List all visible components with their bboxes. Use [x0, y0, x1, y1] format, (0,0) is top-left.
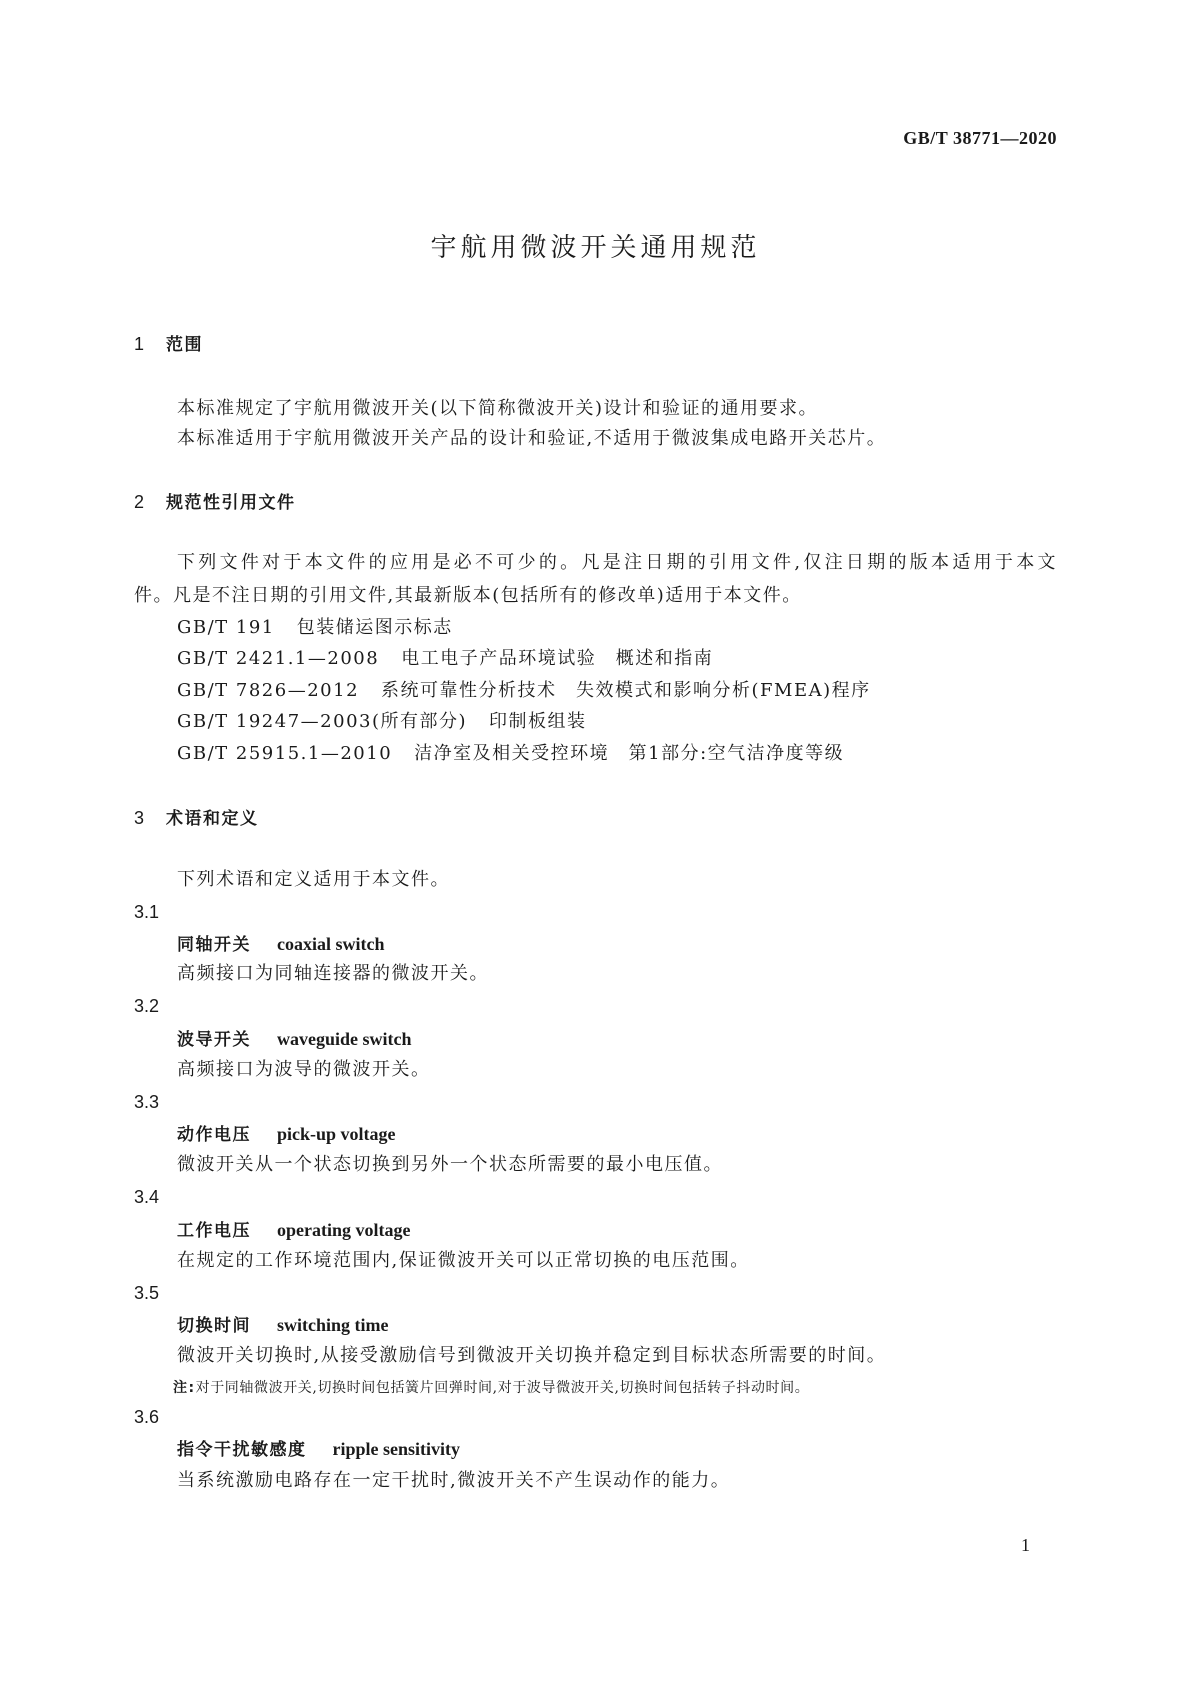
term-definition: 当系统激励电路存在一定干扰时,微波开关不产生误动作的能力。: [177, 1470, 731, 1491]
paragraph: 本标准适用于宇航用微波开关产品的设计和验证,不适用于微波集成电路开关芯片。: [177, 428, 887, 449]
page-number: 1: [1021, 1535, 1032, 1555]
term-definition: 微波开关从一个状态切换到另外一个状态所需要的最小电压值。: [177, 1154, 723, 1175]
term-number: 3.2: [134, 996, 160, 1016]
term-zh: 指令干扰敏感度: [177, 1440, 307, 1460]
reference-title: 系统可靠性分析技术 失效模式和影响分析(FMEA)程序: [381, 680, 871, 701]
term-zh: 波导开关: [177, 1030, 251, 1050]
section-title: 规范性引用文件: [166, 493, 296, 513]
reference-title: 洁净室及相关受控环境 第1部分:空气洁净度等级: [414, 743, 845, 764]
reference-code: GB/T 25915.1—2010: [177, 743, 393, 764]
term-en: coaxial switch: [277, 934, 385, 954]
term-en: waveguide switch: [277, 1029, 412, 1049]
reference-item: [177, 617, 453, 639]
term-definition: 微波开关切换时,从接受激励信号到微波开关切换并稳定到目标状态所需要的时间。: [177, 1345, 887, 1366]
section-3-heading: [134, 807, 259, 830]
section-2-heading: [134, 491, 296, 514]
note-text: 对于同轴微波开关,切换时间包括簧片回弹时间,对于波导微波开关,切换时间包括转子抖动时间。: [195, 1380, 810, 1396]
term-en: operating voltage: [277, 1220, 411, 1240]
term-number: 3.4: [134, 1187, 160, 1207]
reference-item: [177, 680, 871, 702]
term-heading: [177, 1438, 460, 1461]
term-note: [173, 1377, 809, 1399]
reference-title: 印制板组装: [489, 711, 587, 732]
reference-item: [177, 711, 587, 733]
document-title: 宇航用微波开关通用规范: [430, 233, 761, 263]
reference-title: 包装储运图示标志: [296, 617, 453, 638]
section-number: 1: [134, 334, 145, 354]
note-label: 注:: [173, 1380, 196, 1396]
reference-code: GB/T 2421.1—2008: [177, 648, 380, 669]
section-1-heading: [134, 333, 203, 356]
paragraph: 本标准规定了宇航用微波开关(以下简称微波开关)设计和验证的通用要求。: [177, 398, 819, 419]
term-en: pick-up voltage: [277, 1124, 396, 1144]
reference-title: 电工电子产品环境试验 概述和指南: [401, 648, 714, 669]
term-number: 3.3: [134, 1092, 160, 1112]
term-heading: [177, 1314, 389, 1337]
section-title: 术语和定义: [166, 809, 259, 829]
section-number: 3: [134, 808, 145, 828]
term-definition: 高频接口为波导的微波开关。: [177, 1059, 431, 1080]
term-zh: 动作电压: [177, 1125, 251, 1145]
term-zh: 切换时间: [177, 1316, 251, 1336]
reference-item: [177, 648, 713, 670]
term-number: 3.5: [134, 1283, 160, 1303]
term-definition: 高频接口为同轴连接器的微波开关。: [177, 963, 489, 984]
term-heading: [177, 1219, 410, 1242]
standard-code-header: GB/T 38771—2020: [903, 128, 1057, 148]
reference-code: GB/T 19247—2003(所有部分): [177, 711, 468, 732]
paragraph: 下列文件对于本文件的应用是必不可少的。凡是注日期的引用文件,仅注日期的版本适用于本文: [177, 552, 1057, 573]
term-heading: [177, 933, 385, 956]
paragraph: 下列术语和定义适用于本文件。: [177, 869, 450, 890]
paragraph: 件。凡是不注日期的引用文件,其最新版本(包括所有的修改单)适用于本文件。: [134, 585, 802, 606]
reference-code: GB/T 191: [177, 617, 275, 638]
term-en: ripple sensitivity: [332, 1439, 461, 1459]
term-zh: 同轴开关: [177, 935, 251, 955]
term-heading: [177, 1123, 396, 1146]
reference-item: [177, 743, 844, 765]
term-number: 3.6: [134, 1407, 160, 1427]
term-number: 3.1: [134, 902, 160, 922]
term-heading: [177, 1028, 412, 1051]
term-definition: 在规定的工作环境范围内,保证微波开关可以正常切换的电压范围。: [177, 1250, 750, 1271]
section-number: 2: [134, 492, 145, 512]
section-title: 范围: [166, 335, 204, 355]
term-en: switching time: [277, 1315, 389, 1335]
reference-code: GB/T 7826—2012: [177, 680, 360, 701]
term-zh: 工作电压: [177, 1221, 251, 1241]
